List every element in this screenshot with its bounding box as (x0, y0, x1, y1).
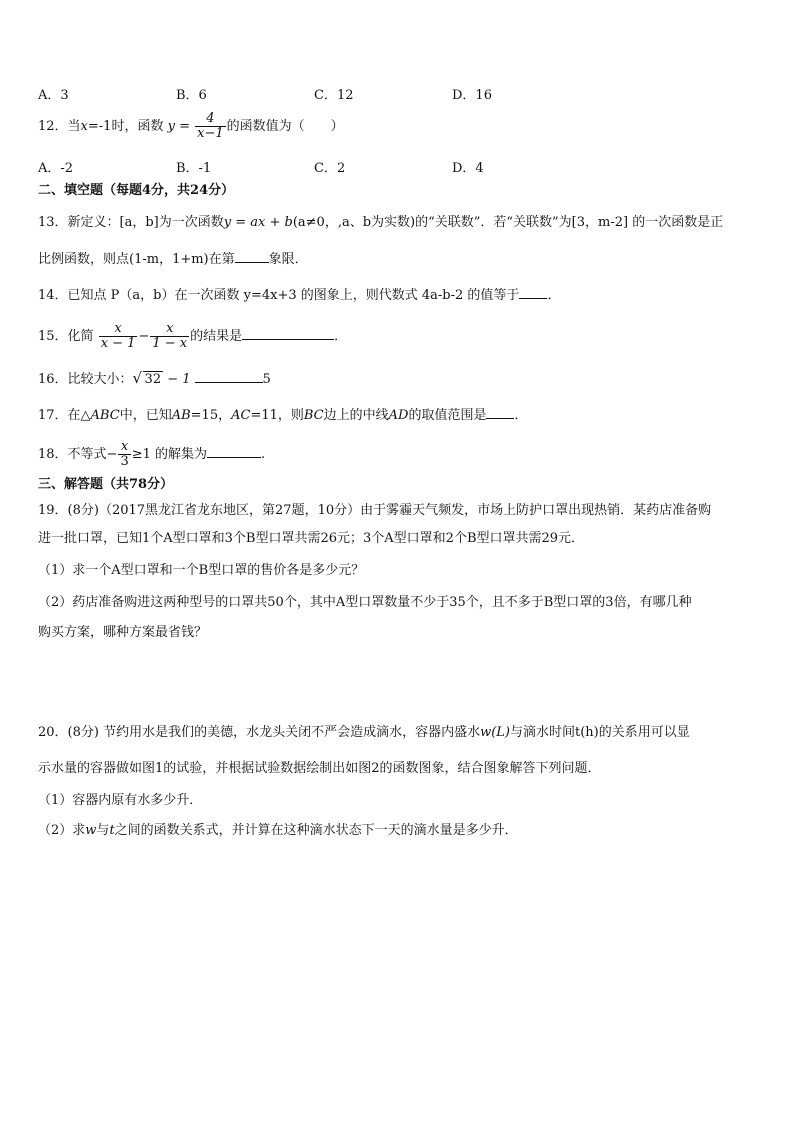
q12-fraction (195, 112, 226, 141)
q13-math: y = ax + b (223, 215, 293, 230)
q15-minus: − (138, 329, 150, 344)
q17-end: ． (514, 408, 528, 423)
q12-frac-num: 4 (195, 112, 226, 127)
q14-end: ． (547, 288, 561, 303)
question-15 (38, 322, 347, 351)
q17-a: 17．在△ (38, 408, 91, 423)
q17-answer-blank[interactable] (486, 406, 514, 419)
q13-text-d: 象限． (268, 252, 308, 267)
section-title-fill-in: 二、填空题（每题4分，共24分） (38, 183, 235, 198)
question-12 (38, 112, 344, 141)
q13-text-c: 比例函数，则点(1-m，1+m)在第 (38, 252, 235, 267)
question-14 (38, 286, 560, 305)
question-19-sub-1: （1）求一个A型口罩和一个B型口罩的售价各是多少元？ (38, 563, 365, 578)
q18-prefix: 18．不等式 (38, 447, 107, 462)
question-16 (38, 370, 271, 389)
q15-f2-den: 1 − x (152, 336, 188, 351)
question-19-line-2: 进一批口罩，已知1个A型口罩和3个B型口罩共需26元；3个A型口罩和2个B型口罩共需29元． (38, 531, 585, 546)
q16-prefix: 16．比较大小： (38, 372, 133, 387)
q14-text: 14．已知点 P（a，b）在一次函数 y=4x+3 的图象上，则代数式 4a-b-2 的值等于 (38, 288, 520, 303)
q12-option-c: C．2 (314, 161, 346, 176)
q11-option-b: B．6 (176, 88, 207, 103)
question-13-line-2 (38, 250, 308, 269)
q15-f1-den: x − 1 (100, 336, 136, 351)
q16-radicand: 32 (144, 372, 162, 387)
q20-sub2-t: t (109, 823, 115, 838)
q12-option-b: B．-1 (176, 161, 212, 176)
q12-var: x (80, 119, 88, 134)
question-19-sub-2a: （2）药店准备购进这两种型号的口罩共50个，其中A型口罩数量不少于35个，且不多于B型口罩的3倍，有哪几种 (38, 595, 692, 610)
sqrt-icon: √ (132, 369, 143, 387)
q16-compare: 5 (262, 372, 271, 387)
q20-text-a: 20．(8分) 节约用水是我们的美德，水龙头关闭不严会造成滴水，容器内盛水 (38, 725, 481, 740)
q20-sub2-a: （2）求 (38, 823, 86, 838)
q12-func-lhs: y = (167, 119, 190, 134)
question-18 (38, 440, 265, 469)
q20-w: w(L) (480, 725, 510, 740)
question-13-line-1 (38, 214, 723, 232)
q17-f: 的取值范围是 (408, 408, 487, 423)
q16-after: − 1 (163, 372, 191, 387)
q16-answer-blank[interactable] (195, 370, 263, 383)
q15-answer-blank[interactable] (242, 327, 334, 340)
q17-ad: AD (388, 408, 409, 423)
q15-fraction-1 (99, 322, 138, 351)
question-20-sub-2 (38, 822, 518, 840)
q15-prefix: 15．化简 (38, 329, 94, 344)
q18-fraction (118, 440, 130, 469)
q14-answer-blank[interactable] (519, 286, 547, 299)
q20-text-c: 的关系用可以显 (598, 725, 690, 740)
q11-option-d: D．16 (452, 88, 492, 103)
q12-frac-den: x−1 (197, 126, 224, 141)
q17-e: 边上的中线 (323, 408, 389, 423)
q13-text-a: 13．新定义：[a，b]为一次函数 (38, 215, 224, 230)
q15-end: ． (334, 329, 348, 344)
q12-cond: =-1时，函数 (87, 119, 164, 134)
question-17 (38, 406, 527, 425)
q11-option-a: A．3 (38, 88, 69, 103)
q18-answer-blank[interactable] (207, 445, 261, 458)
q15-f1-num: x (99, 322, 138, 337)
question-20-line-1 (38, 724, 690, 742)
question-20-line-2: 示水量的容器做如图1的试验，并根据试验数据绘制出如图2的函数图象，结合图象解答下列问题． (38, 761, 601, 776)
q17-d: =11，则 (250, 408, 304, 423)
q17-c: =15， (190, 408, 232, 423)
q17-bc: BC (303, 408, 324, 423)
q12-suffix: 的函数值为（ ） (226, 119, 344, 134)
question-19-sub-2b: 购买方案，哪种方案最省钱？ (38, 625, 208, 640)
q18-ineq: ≥1 (131, 447, 151, 462)
q12-prefix: 12．当 (38, 119, 81, 134)
q18-suffix: 的解集为 (150, 447, 208, 462)
q12-option-a: A．-2 (38, 161, 74, 176)
q20-t: t(h) (575, 725, 599, 740)
q13-answer-blank[interactable] (235, 250, 269, 263)
q16-sqrt (133, 371, 164, 389)
q18-end: . (261, 447, 266, 462)
q13-text-b: (a≠0，,a、b为实数)的“关联数”．若“关联数”为[3，m-2] 的一次函数是正 (292, 215, 724, 230)
q20-sub2-w: w (85, 823, 97, 838)
q11-option-c: C．12 (314, 88, 354, 103)
question-20-sub-1: （1）容器内原有水多少升． (38, 793, 203, 808)
q17-b: 中，已知 (119, 408, 172, 423)
q18-den: 3 (120, 454, 129, 469)
q20-sub2-b: 与 (96, 823, 110, 838)
q20-text-b: 与滴水时间 (510, 725, 576, 740)
q15-f2-num: x (150, 322, 189, 337)
q18-num: x (118, 440, 130, 455)
q12-option-d: D．4 (452, 161, 484, 176)
section-title-answer: 三、解答题（共78分） (38, 477, 174, 492)
q17-ab: AB (171, 408, 191, 423)
q17-abc: ABC (90, 408, 120, 423)
q18-neg: − (106, 447, 118, 462)
q15-fraction-2 (150, 322, 189, 351)
question-19-line-1: 19．(8分)（2017黑龙江省龙东地区，第27题，10分）由于雾霾天气频发，市场上防护口罩出现热销．某药店准备购 (38, 503, 712, 518)
q20-sub2-c: 之间的函数关系式，并计算在这种滴水状态下一天的滴水量是多少升． (114, 823, 518, 838)
q15-suffix: 的结果是 (190, 329, 243, 344)
q17-ac: AC (231, 408, 251, 423)
